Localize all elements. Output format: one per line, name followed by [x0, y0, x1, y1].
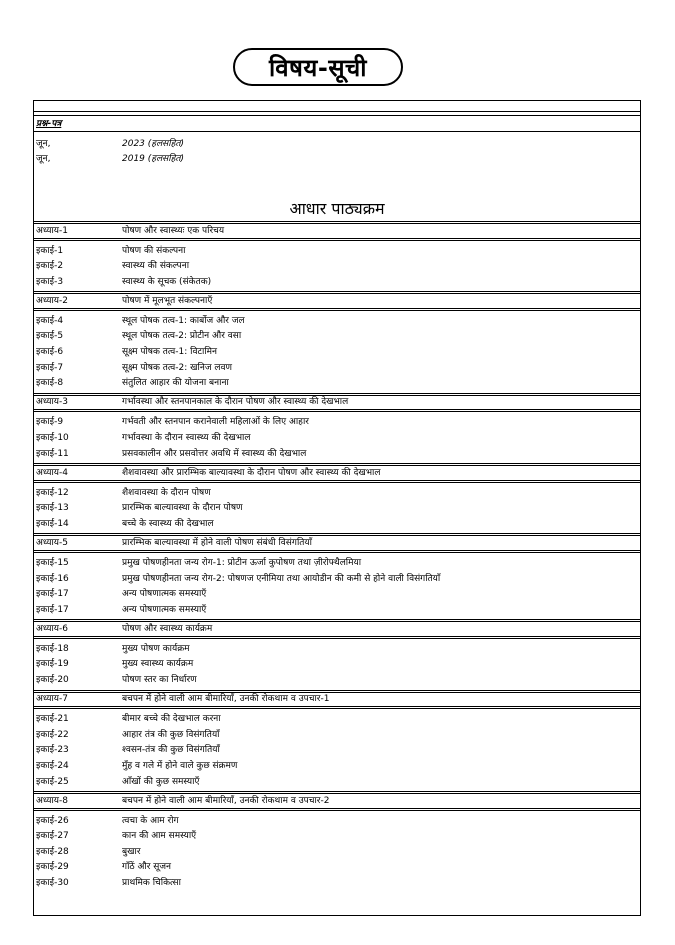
divider	[34, 131, 640, 132]
unit-row	[34, 556, 640, 571]
chapter-divider	[34, 808, 640, 811]
unit-title: आँखों की कुछ समस्याएँ	[122, 776, 200, 787]
unit-title: मुख्य स्वास्थ्य कार्यक्रम	[122, 659, 194, 670]
unit-title: श्वसन-तंत्र की कुछ विसंगतियाँ	[122, 745, 220, 756]
unit-number: इकाई-16	[36, 573, 69, 584]
unit-number: इकाई-6	[36, 347, 64, 357]
unit-row	[34, 361, 640, 376]
unit-number: इकाई-23	[36, 745, 69, 756]
chapter-divider	[34, 409, 640, 412]
chapter-divider	[34, 308, 640, 311]
chapter-number: अध्याय-7	[36, 694, 69, 705]
unit-title: शैशवावस्था के दौरान पोषण	[122, 487, 211, 498]
unit-row	[34, 415, 640, 430]
unit-title: मुँह व गले में होने वाले कुछ संक्रमण	[122, 760, 238, 771]
unit-title: बच्चे के स्वास्थ्य की देखभाल	[122, 518, 214, 529]
chapter-title: बचपन में होने वाली आम बीमारियाँ, उनकी रोकथाम व उपचार-1	[122, 694, 330, 705]
unit-title: प्रमुख पोषणहीनता जन्य रोग-1: प्रोटीन ऊर्जा कुपोषण तथा ज़ीरोफ्थैलमिया	[122, 557, 362, 568]
unit-number: इकाई-11	[36, 448, 69, 459]
chapter-divider	[34, 706, 640, 709]
question-paper-label: प्रश्न-पत्र	[36, 119, 62, 129]
divider	[34, 111, 640, 112]
unit-row	[34, 517, 640, 532]
unit-title: कान की आम समस्याएँ	[122, 831, 197, 842]
chapter-number: अध्याय-8	[36, 795, 69, 806]
chapter-title: पोषण और स्वास्थ्यः एक परिचय	[122, 225, 225, 236]
unit-title: गर्भवती और स्तनपान करानेवाली महिलाओं के लिए आहार	[122, 417, 309, 428]
unit-number: इकाई-24	[36, 760, 69, 771]
unit-row	[34, 431, 640, 446]
chapter-divider	[34, 636, 640, 639]
unit-row	[34, 572, 640, 587]
question-paper-entry	[122, 137, 184, 152]
chapter-row	[34, 794, 640, 809]
unit-row	[34, 775, 640, 790]
question-paper-note: (हलसहित)	[147, 139, 185, 149]
unit-number: इकाई-8	[36, 378, 64, 389]
unit-row	[34, 642, 640, 657]
chapter-row	[34, 294, 640, 309]
unit-title: बुखार	[122, 846, 141, 857]
unit-number: इकाई-17	[36, 604, 69, 615]
unit-number: इकाई-2	[36, 261, 64, 272]
unit-number: इकाई-29	[36, 862, 69, 873]
chapter-divider	[34, 550, 640, 553]
question-paper-row	[34, 137, 640, 152]
unit-number: इकाई-30	[36, 878, 69, 888]
chapter-row	[34, 466, 640, 481]
unit-number: इकाई-15	[36, 557, 69, 568]
unit-row	[34, 876, 640, 891]
unit-title: प्रसवकालीन और प्रसवोत्तर अवधि में स्वास्थ्य की देखभाल	[122, 448, 307, 459]
chapter-title: पोषण और स्वास्थ्य कार्यक्रम	[122, 623, 213, 634]
unit-row	[34, 743, 640, 758]
unit-row	[34, 712, 640, 727]
question-paper-year: 2019	[122, 154, 145, 164]
chapter-title: गर्भावस्था और स्तनपानकाल के दौरान पोषण और स्वास्थ्य की देखभाल	[122, 397, 349, 408]
unit-number: इकाई-14	[36, 518, 69, 529]
unit-number: इकाई-27	[36, 831, 69, 842]
unit-row	[34, 814, 640, 829]
chapter-divider	[34, 238, 640, 241]
chapter-number: अध्याय-4	[36, 467, 69, 478]
unit-number: इकाई-19	[36, 659, 69, 670]
unit-number: इकाई-28	[36, 846, 69, 857]
unit-title: त्वचा के आम रोग	[122, 815, 179, 826]
unit-row	[34, 345, 640, 360]
unit-number: इकाई-20	[36, 675, 69, 685]
divider	[34, 115, 640, 116]
unit-row	[34, 486, 640, 501]
chapter-title: प्रारम्भिक बाल्यावस्था में होने वाली पोषण संबंधी विसंगतियाँ	[122, 537, 312, 548]
chapter-number: अध्याय-5	[36, 537, 69, 548]
unit-row	[34, 314, 640, 329]
unit-title: पोषण की संकल्पना	[122, 245, 186, 256]
unit-title: प्रमुख पोषणहीनता जन्य रोग-2: पोषणज एनीमिया तथा आयोडीन की कमी से होने वाली विसंगतियाँ	[122, 573, 441, 584]
unit-number: इकाई-7	[36, 362, 64, 373]
question-paper-year: 2023	[122, 139, 145, 149]
unit-number: इकाई-25	[36, 776, 69, 787]
question-paper-note: (हलसहित)	[147, 154, 185, 164]
chapter-number: अध्याय-2	[36, 295, 69, 306]
question-paper-month: जून,	[36, 154, 51, 164]
unit-row	[34, 275, 640, 290]
chapter-row	[34, 622, 640, 637]
unit-row	[34, 860, 640, 875]
unit-title: अन्य पोषणात्मक समस्याएँ	[122, 589, 207, 600]
chapter-divider	[34, 480, 640, 483]
chapter-number: अध्याय-3	[36, 397, 69, 408]
unit-row	[34, 376, 640, 391]
unit-row	[34, 329, 640, 344]
unit-title: अन्य पोषणात्मक समस्याएँ	[122, 604, 207, 615]
unit-number: इकाई-13	[36, 503, 69, 514]
unit-row	[34, 829, 640, 844]
unit-title: गाँठें और सूजन	[122, 862, 171, 873]
page-title: विषय-सूची	[233, 48, 403, 86]
unit-title: स्थूल पोषक तत्व-2: प्रोटीन और वसा	[122, 331, 242, 342]
unit-title: मुख्य पोषण कार्यक्रम	[122, 643, 190, 654]
chapter-title: बचपन में होने वाली आम बीमारियाँ, उनकी रोकथाम व उपचार-2	[122, 795, 330, 806]
unit-row	[34, 657, 640, 672]
chapter-title: पोषण में मूलभूत संकल्पनाएँ	[122, 295, 213, 306]
chapter-row	[34, 692, 640, 707]
unit-row	[34, 587, 640, 602]
unit-title: सूक्ष्म पोषक तत्व-1: विटामिन	[122, 347, 218, 357]
unit-title: पोषण स्तर का निर्धारण	[122, 675, 197, 685]
unit-number: इकाई-22	[36, 729, 69, 740]
unit-row	[34, 244, 640, 259]
unit-number: इकाई-1	[36, 245, 64, 256]
unit-title: संतुलित आहार की योजना बनाना	[122, 378, 229, 389]
unit-number: इकाई-5	[36, 331, 64, 342]
unit-number: इकाई-4	[36, 315, 64, 326]
unit-number: इकाई-12	[36, 487, 69, 498]
chapter-row	[34, 224, 640, 239]
chapter-number: अध्याय-1	[36, 225, 69, 236]
question-paper-month: जून,	[36, 139, 51, 149]
unit-number: इकाई-18	[36, 643, 69, 654]
unit-number: इकाई-26	[36, 815, 69, 826]
unit-title: आहार तंत्र की कुछ विसंगतियाँ	[122, 729, 220, 740]
unit-title: स्थूल पोषक तत्व-1: कार्बोज और जल	[122, 315, 245, 326]
unit-row	[34, 728, 640, 743]
syllabus-heading: आधार पाठ्यक्रम	[289, 199, 385, 218]
unit-title: बीमार बच्चे की देखभाल करना	[122, 714, 221, 725]
unit-title: सूक्ष्म पोषक तत्व-2: खनिज लवण	[122, 362, 232, 373]
question-paper-row	[34, 152, 640, 167]
unit-title: प्राथमिक चिकित्सा	[122, 878, 181, 888]
unit-number: इकाई-21	[36, 714, 69, 725]
unit-row	[34, 501, 640, 516]
question-paper-entry	[122, 152, 184, 167]
chapter-title: शैशवावस्था और प्रारम्भिक बाल्यावस्था के दौरान पोषण और स्वास्थ्य की देखभाल	[122, 467, 381, 478]
unit-title: गर्भावस्था के दौरान स्वास्थ्य की देखभाल	[122, 432, 251, 443]
chapter-row	[34, 395, 640, 410]
unit-row	[34, 759, 640, 774]
unit-row	[34, 845, 640, 860]
unit-title: प्रारम्भिक बाल्यावस्था के दौरान पोषण	[122, 503, 243, 514]
unit-row	[34, 447, 640, 462]
unit-title: स्वास्थ्य की संकल्पना	[122, 261, 190, 272]
chapter-row	[34, 536, 640, 551]
unit-row	[34, 603, 640, 618]
chapter-number: अध्याय-6	[36, 623, 69, 634]
unit-number: इकाई-17	[36, 589, 69, 600]
contents-table	[33, 100, 641, 916]
unit-row	[34, 259, 640, 274]
unit-number: इकाई-10	[36, 432, 69, 443]
unit-number: इकाई-9	[36, 417, 64, 428]
unit-number: इकाई-3	[36, 276, 64, 287]
unit-row	[34, 673, 640, 688]
unit-title: स्वास्थ्य के सूचक (संकेतक)	[122, 276, 212, 287]
